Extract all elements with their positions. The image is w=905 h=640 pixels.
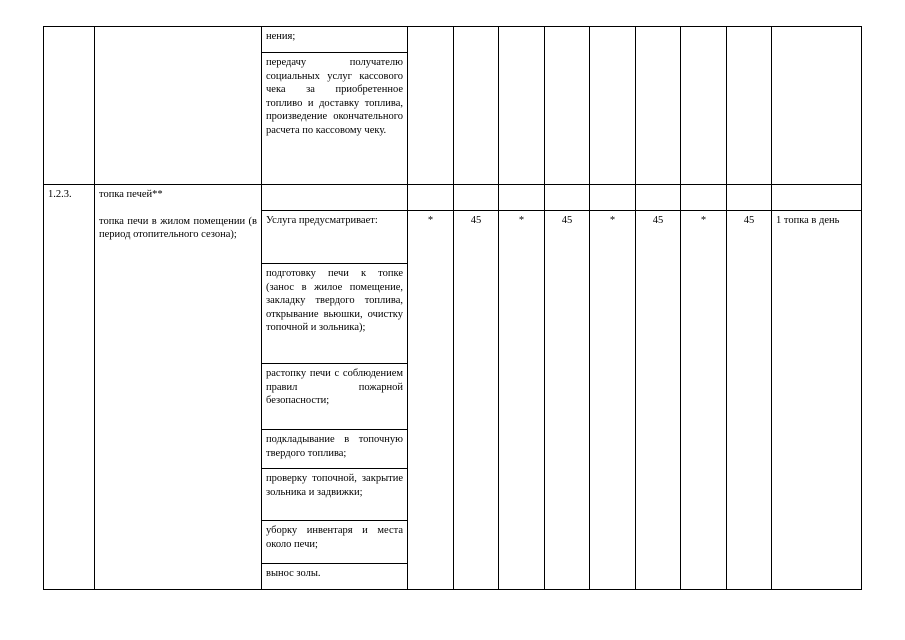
step-description: вынос золы. [262, 564, 408, 590]
step-description: уборку инвентаря и места около печи; [262, 521, 408, 564]
value-cell: * [499, 211, 545, 590]
value-cell: * [590, 211, 636, 590]
item-subtitle: топка печи в жилом помещении (в период отопительного сезона); [99, 215, 257, 240]
cell-title-empty [95, 27, 262, 185]
step-description: растопку печи с соблюдением правил пожарной безопасности; [262, 364, 408, 430]
table-row-continuation-1 [44, 27, 862, 53]
cell-desc-empty [262, 185, 408, 211]
cell-value-empty [681, 27, 727, 185]
cell-frequency-empty [772, 27, 862, 185]
step-description: проверку топочной, закрытие зольника и задвижки; [262, 469, 408, 521]
cell-value-empty [408, 185, 454, 211]
table-row-1-2-3-header [44, 185, 862, 211]
value-cell: 45 [636, 211, 681, 590]
cell-value-empty [727, 27, 772, 185]
cell-value-empty [499, 185, 545, 211]
cell-value-empty [499, 27, 545, 185]
cell-value-empty [545, 27, 590, 185]
cell-value-empty [590, 185, 636, 211]
value-cell: * [408, 211, 454, 590]
cell-desc: нения; [262, 27, 408, 53]
cell-value-empty [636, 185, 681, 211]
value-cell: 45 [727, 211, 772, 590]
cell-value-empty [681, 185, 727, 211]
item-title-cell [95, 185, 262, 590]
cell-value-empty [545, 185, 590, 211]
step-description: подготовку печи к топке (занос в жилое помещение, закладку твердого топлива, открывание вьюшки, очистку топочной и зольника); [262, 264, 408, 364]
cell-value-empty [727, 185, 772, 211]
cell-value-empty [590, 27, 636, 185]
services-table [43, 26, 862, 590]
service-description: Услуга предусматривает: [262, 211, 408, 264]
value-cell: * [681, 211, 727, 590]
item-title: топка печей** [99, 189, 163, 200]
cell-value-empty [636, 27, 681, 185]
value-cell: 45 [545, 211, 590, 590]
cell-value-empty [454, 27, 499, 185]
item-number: 1.2.3. [44, 185, 95, 590]
frequency-cell: 1 топка в день [772, 211, 862, 590]
cell-desc: передачу получателю социальных услуг кассового чека за приобретенное топливо и доставку топлива, произведение окончательного расчета по кассовому чеку. [262, 53, 408, 185]
cell-number-empty [44, 27, 95, 185]
value-cell: 45 [454, 211, 499, 590]
step-description: подкладывание в топочную твердого топлива; [262, 430, 408, 469]
cell-frequency-empty [772, 185, 862, 211]
cell-value-empty [408, 27, 454, 185]
cell-value-empty [454, 185, 499, 211]
